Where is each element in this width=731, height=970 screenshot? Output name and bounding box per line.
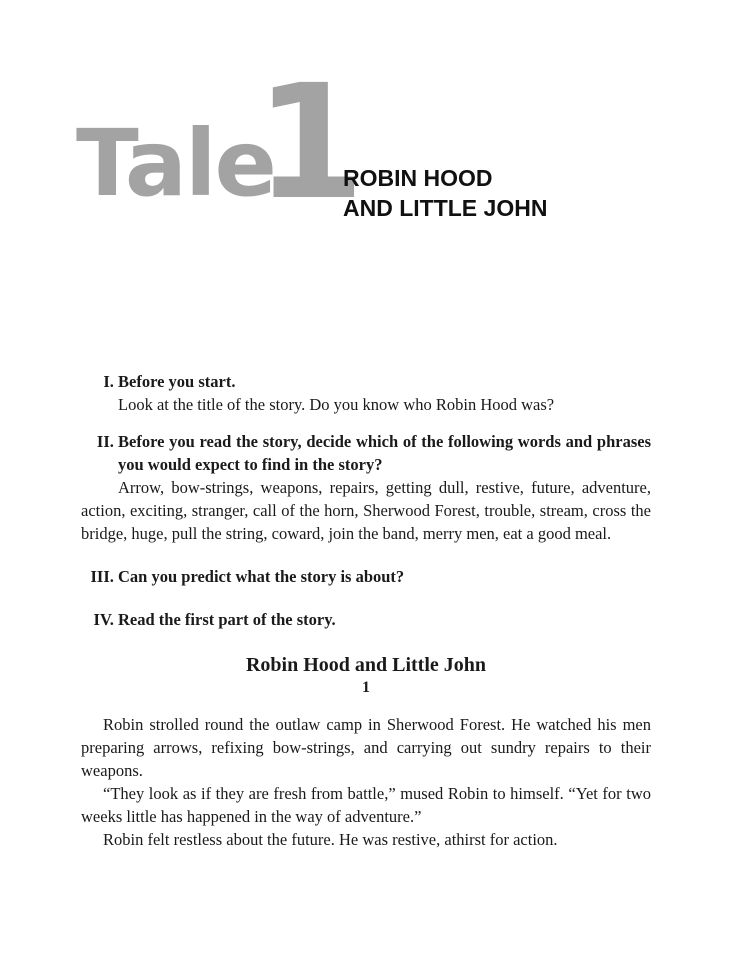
question-4 [81,608,651,631]
question-number: II. [96,432,114,451]
question-body: Look at the title of the story. Do you know who Robin Hood was? [118,395,555,414]
chapter-header [0,0,731,260]
page-content [81,370,651,851]
question-number: III. [90,567,114,586]
chapter-title-line-2: AND LITTLE JOHN [343,195,548,221]
question-heading: Read the first part of the story. [118,610,336,629]
story-text [81,713,651,851]
question-3 [81,565,651,588]
story-title: Robin Hood and Little John [245,654,487,676]
story-chapter-number: 1 [362,679,370,696]
question-heading: Before you start. [118,372,236,391]
tale-number: 1 [255,51,365,235]
story-paragraph: “They look as if they are fresh from battle,” mused Robin to himself. “Yet for two weeks little has happened in the way of adventure.” [81,784,651,826]
tale-label: Tale [76,110,275,217]
question-number: I. [103,372,114,391]
question-1 [81,370,651,416]
question-number: IV. [93,610,114,629]
chapter-title-line-1: ROBIN HOOD [343,165,493,191]
word-list: Arrow, bow-strings, weapons, repairs, getting dull, restive, future, adventure, action, exciting, stranger, call of the horn, Sherwood Forest, trouble, stream, cross the bridge, huge, pull the string, coward, join the band, merry men, eat a good meal. [81,478,651,543]
chapter-title [343,163,547,223]
question-heading: Can you predict what the story is about? [118,567,405,586]
question-heading: Before you read the story, decide which of the following words and phrases you would expect to find in the story? [118,432,651,474]
story-paragraph: Robin felt restless about the future. He was restive, athirst for action. [103,830,558,849]
story-paragraph: Robin strolled round the outlaw camp in Sherwood Forest. He watched his men preparing arrows, refixing bow-strings, and carrying out sundry repairs to their weapons. [81,715,651,780]
question-2 [81,430,651,545]
